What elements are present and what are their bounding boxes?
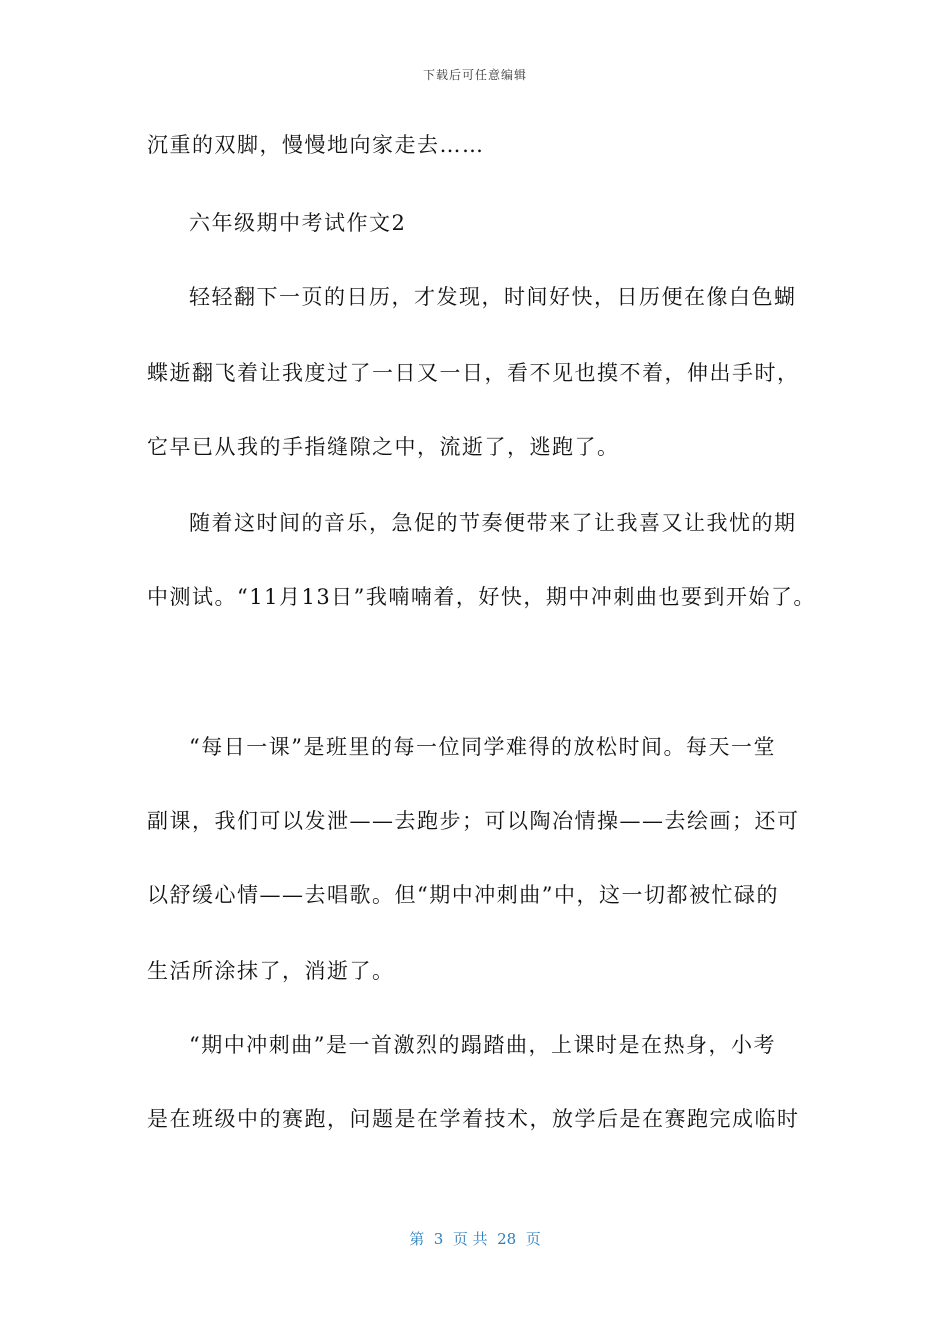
text-line: 随着这时间的音乐，急促的节奏便带来了让我喜又让我忧的期 [189,511,797,535]
text-line: 轻轻翻下一页的日历，才发现，时间好快，日历便在像白色蝴 [189,285,797,309]
text-line: 它早已从我的手指缝隙之中，流逝了，逃跑了。 [147,435,620,459]
text-line: “期中冲刺曲”是一首激烈的蹋踏曲，上课时是在热身，小考 [189,1033,776,1057]
text-line: 蝶逝翻飞着让我度过了一日又一日，看不见也摸不着，伸出手时， [147,361,800,385]
page-header: 下载后可任意编辑 [422,68,527,82]
text-line: 是在班级中的赛跑，问题是在学着技术，放学后是在赛跑完成临时 [147,1107,800,1131]
text-line: 中测试。“11月13日”我喃喃着，好快，期中冲刺曲也要到开始了。 [147,585,816,609]
text-line: 生活所涂抹了，消逝了。 [147,959,395,983]
text-line: 以舒缓心情——去唱歌。但“期中冲刺曲”中，这一切都被忙碌的 [147,883,779,907]
section-heading: 六年级期中考试作文2 [189,211,407,235]
page-number-footer: 第 3 页 共 28 页 [409,1230,541,1248]
text-line: 副课，我们可以发泄——去跑步；可以陶冶情操——去绘画；还可 [147,809,800,833]
text-line: 沉重的双脚，慢慢地向家走去…… [147,133,485,157]
text-line: “每日一课”是班里的每一位同学难得的放松时间。每天一堂 [189,735,776,759]
